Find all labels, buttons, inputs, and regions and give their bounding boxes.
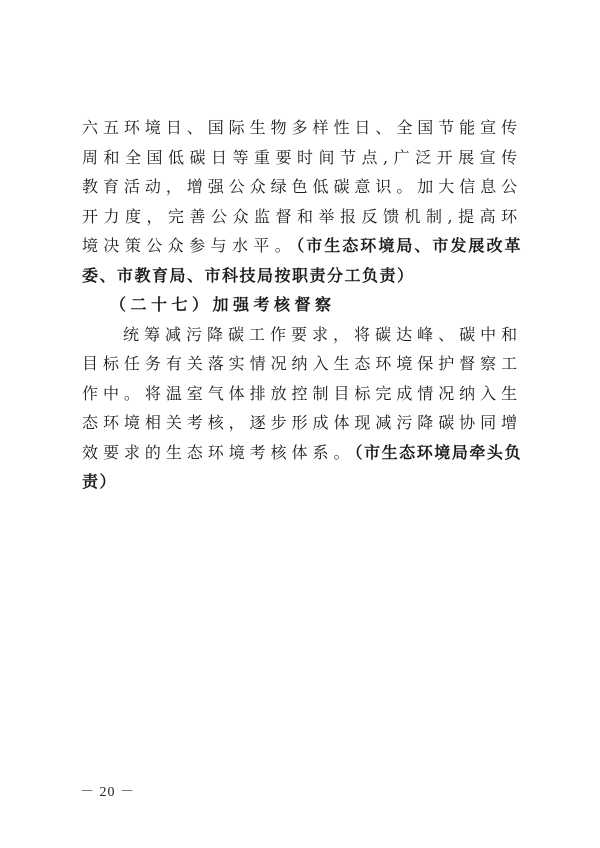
responsibility-note: （市生态环境局、市发展改革委、市教育局、市科技局按职责分工负责） xyxy=(82,236,522,285)
section-heading: （二十七）加强考核督察 xyxy=(110,295,336,314)
document-body xyxy=(82,113,522,497)
paragraph-text: 六五环境日、国际生物多样性日、全国节能宣传周和全国低碳日等重要时间节点,广泛开展宣传教育活动，增强公众绿色低碳意识。加大信息公开力度，完善公众监督和举报反馈机制,提高环境决策公众参与水平。 xyxy=(82,118,522,255)
paragraph-assessment-supervision xyxy=(82,320,522,497)
responsibility-note: （市生态环境局牵头负责） xyxy=(82,442,522,491)
page-number: － 20 － xyxy=(80,785,135,800)
paragraph-public-awareness xyxy=(82,113,522,290)
paragraph-text: 统筹减污降碳工作要求，将碳达峰、碳中和目标任务有关落实情况纳入生态环境保护督察工作中。将温室气体排放控制目标完成情况纳入生态环境相关考核，逐步形成体现减污降碳协同增效要求的生态环境考核体系。 xyxy=(82,324,522,462)
